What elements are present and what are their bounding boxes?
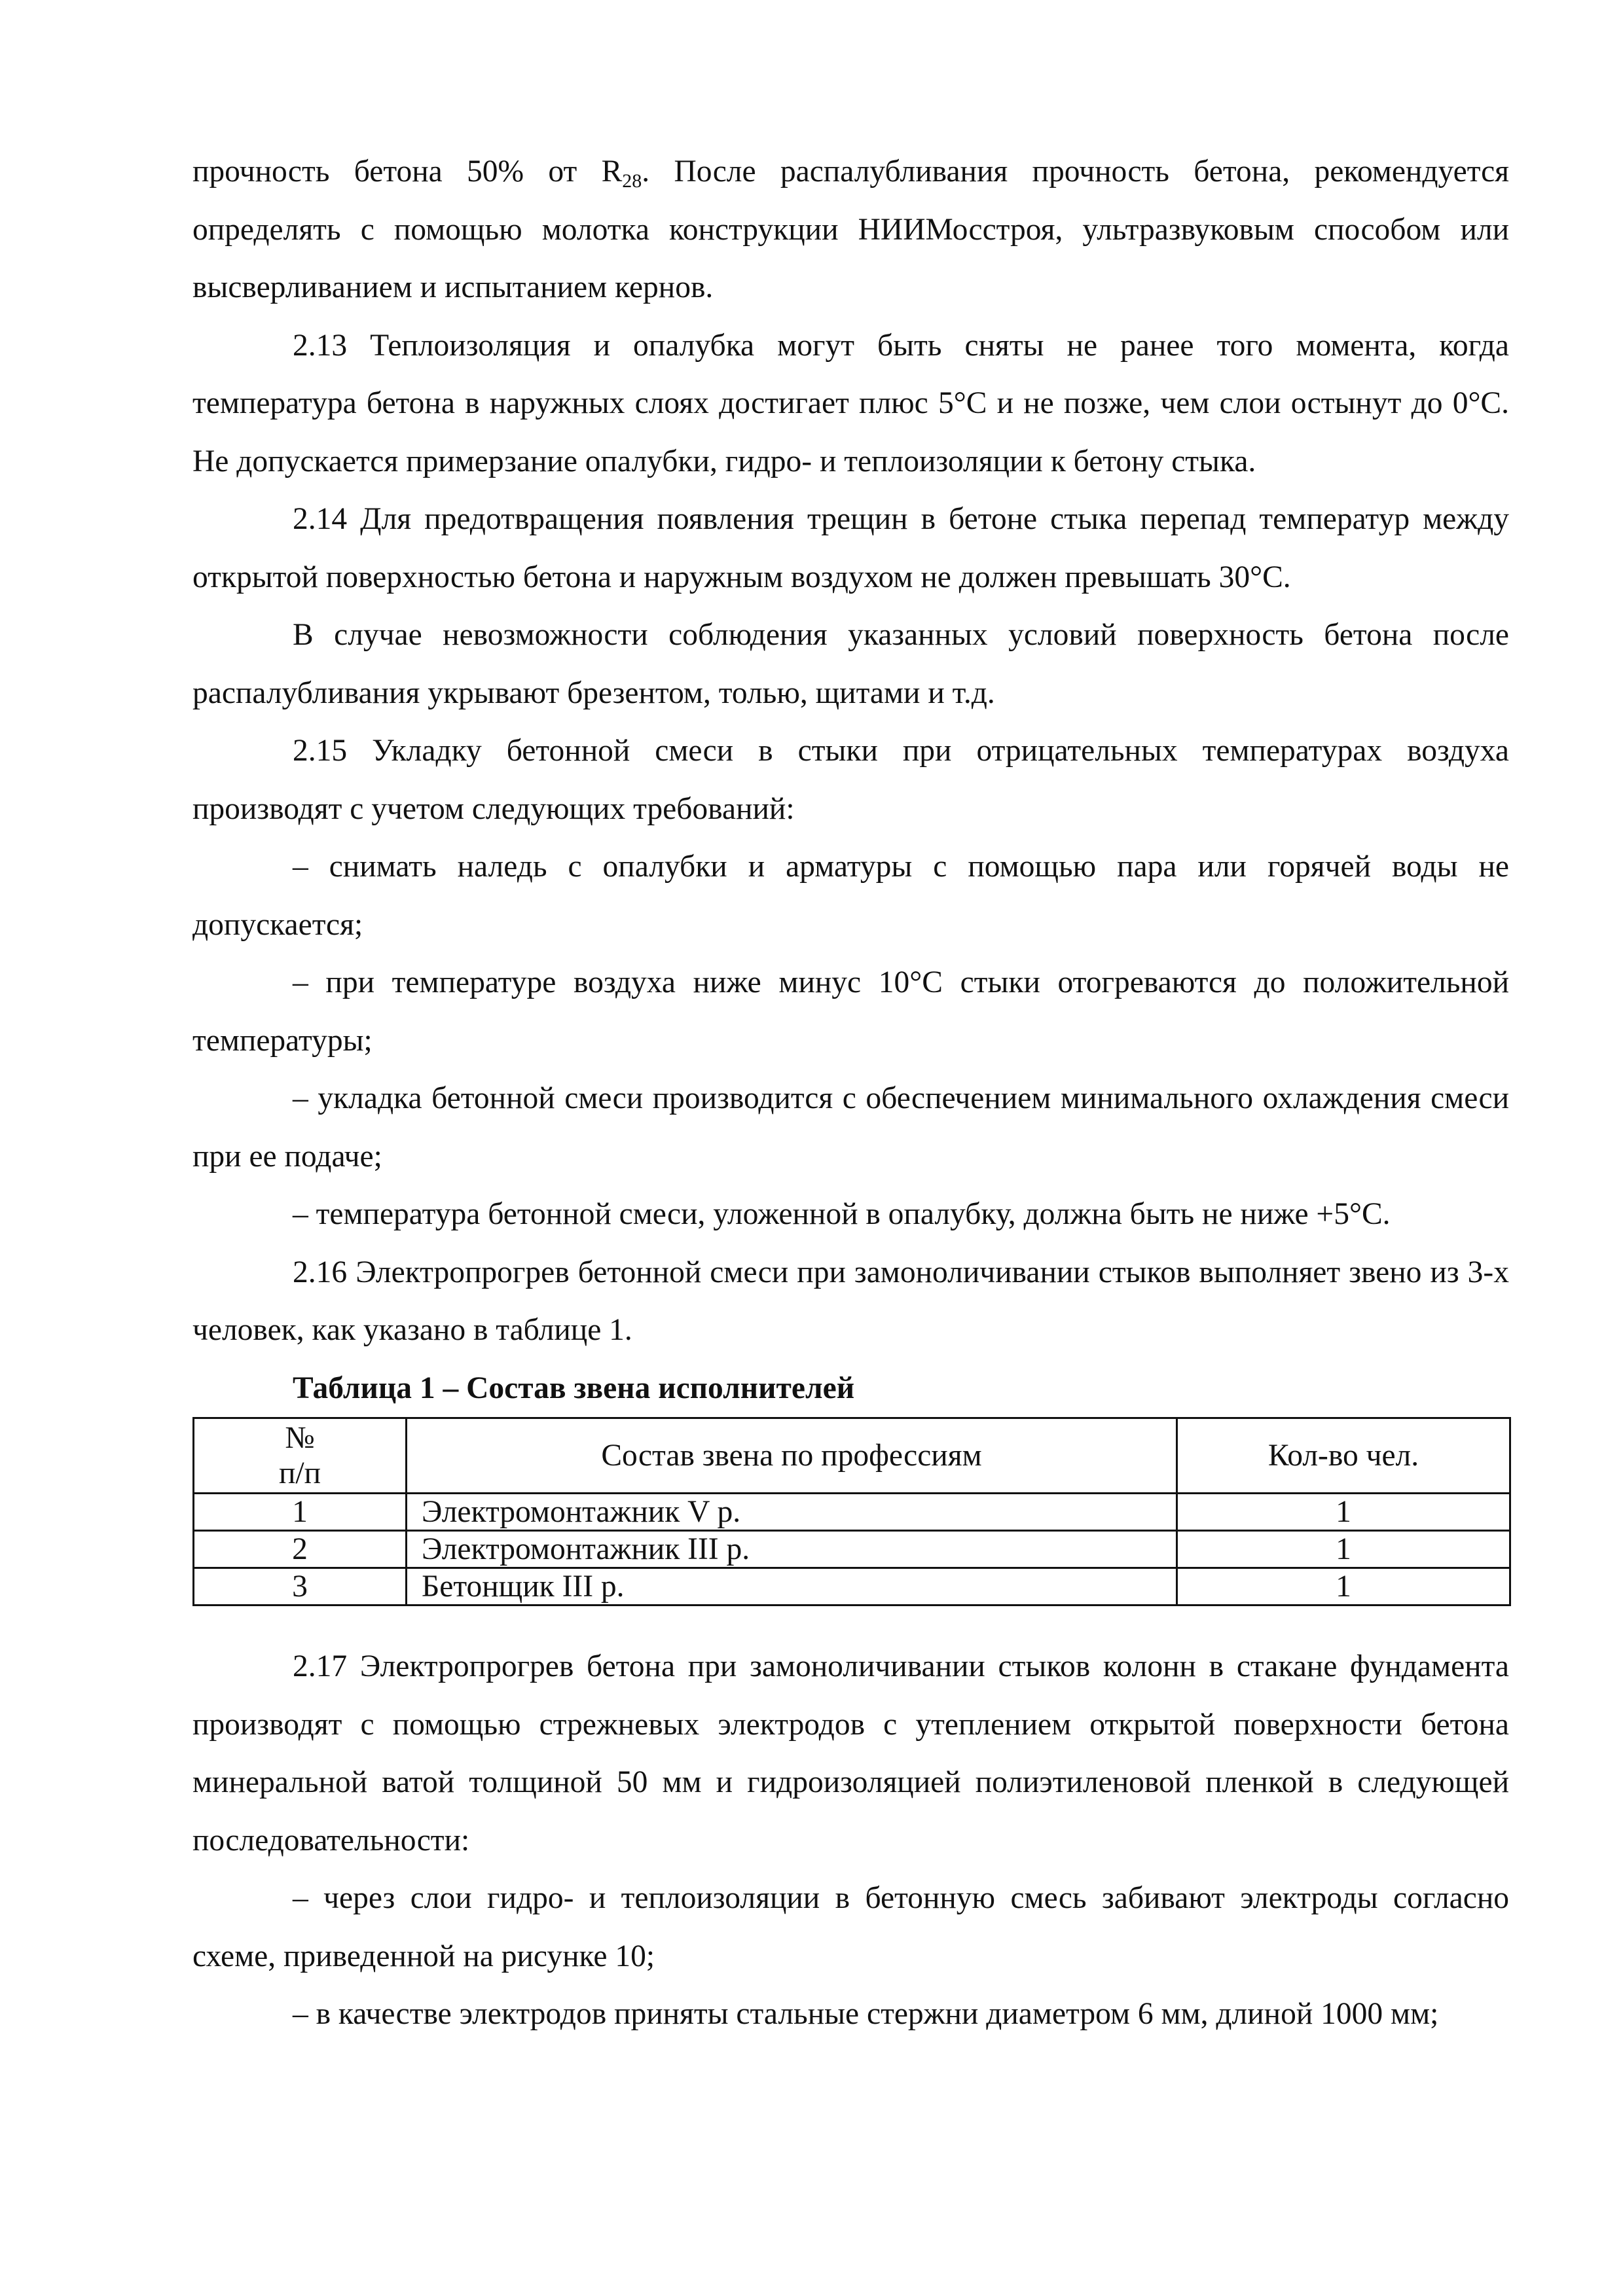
header-count: Кол-во чел. [1177, 1418, 1510, 1494]
cell-count: 1 [1177, 1494, 1510, 1531]
table-row [194, 1531, 1510, 1568]
header-number: № п/п [194, 1418, 407, 1494]
cell-count: 1 [1177, 1531, 1510, 1568]
cell-count: 1 [1177, 1568, 1510, 1605]
paragraph-strength: прочность бетона 50% от $R_{28}$. После распалубливания прочность бетона, рекомендуется определять с помощью молотка конструкции НИИМосстроя, ультразвуковым способом или высверливанием и испытанием кернов. [192, 154, 1509, 304]
paragraph-case: В случае невозможности соблюдения указанных условий поверхность бетона после распалубливания укрывают брезентом, толью, щитами и т.д. [192, 618, 1509, 710]
table-header-row [194, 1418, 1510, 1494]
page-content [192, 143, 1509, 2043]
table-row [194, 1568, 1510, 1605]
paragraph-2-14: 2.14 Для предотвращения появления трещин в бетоне стыка перепад температур между открытой поверхностью бетона и наружным воздухом не должен превышать 30°С. [192, 502, 1509, 594]
list-item-electrodes-steel: – в качестве электродов приняты стальные стержни диаметром 6 мм, длиной 1000 мм; [293, 1997, 1439, 2031]
list-item-heating: – при температуре воздуха ниже минус 10°С стыки отогреваются до положительной температуры; [192, 965, 1509, 1058]
list-item-laying: – укладка бетонной смеси производится с обеспечением минимального охлаждения смеси при ее подаче; [192, 1081, 1509, 1174]
paragraph-2-16: 2.16 Электропрогрев бетонной смеси при замоноличивании стыков выполняет звено из 3-х человек, как указано в таблице 1. [192, 1255, 1509, 1347]
cell-number: 2 [194, 1531, 407, 1568]
paragraph-2-13: 2.13 Теплоизоляция и опалубка могут быть сняты не ранее того момента, когда температура бетона в наружных слоях достигает плюс 5°С и не позже, чем слои остынут до 0°С. Не допускается примерзание опалубки, гидро- и теплоизоляции к бетону стыка. [192, 328, 1509, 478]
table-row [194, 1494, 1510, 1531]
list-item-temperature: – температура бетонной смеси, уложенной в опалубку, должна быть не ниже +5°С. [293, 1197, 1391, 1231]
spacer [192, 1606, 1509, 1638]
cell-number: 3 [194, 1568, 407, 1605]
table-caption: Таблица 1 – Состав звена исполнителей [293, 1371, 855, 1405]
paragraph-2-15: 2.15 Укладку бетонной смеси в стыки при отрицательных температурах воздуха производят с учетом следующих требований: [192, 734, 1509, 826]
crew-table [192, 1417, 1511, 1606]
cell-profession: Электромонтажник V р. [407, 1494, 1177, 1531]
list-item-electrodes-driven: – через слои гидро- и теплоизоляции в бетонную смесь забивают электроды согласно схеме, приведенной на рисунке 10; [192, 1881, 1509, 1973]
list-item-ice: – снимать наледь с опалубки и арматуры с помощью пара или горячей воды не допускается; [192, 850, 1509, 942]
cell-number: 1 [194, 1494, 407, 1531]
cell-profession: Бетонщик III р. [407, 1568, 1177, 1605]
paragraph-2-17: 2.17 Электропрогрев бетона при замоноличивании стыков колонн в стакане фундамента производят с помощью стрежневых электродов с утеплением открытой поверхности бетона минеральной ватой толщиной 50 мм и гидроизоляцией полиэтиленовой пленкой в следующей последовательности: [192, 1649, 1509, 1857]
header-composition: Состав звена по профессиям [407, 1418, 1177, 1494]
cell-profession: Электромонтажник III р. [407, 1531, 1177, 1568]
